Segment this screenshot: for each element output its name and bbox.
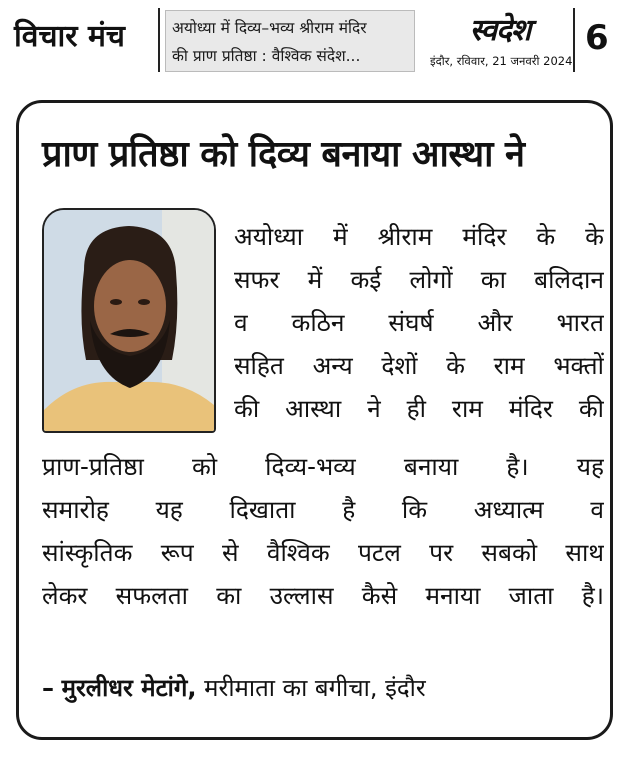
newspaper-logo: स्वदेश [469,13,531,48]
page-number: 6 [585,18,609,58]
header-divider [158,8,160,72]
page-header [0,0,627,80]
topic-line-2: की प्राण प्रतिष्ठा : वैश्विक संदेश... [172,47,361,65]
article-line: व कठिन संघर्ष और भारत [234,308,604,337]
article-line: लेकर सफलता का उल्लास कैसे मनाया जाता है। [42,581,604,610]
byline-dash: – [42,674,54,702]
article-line: सफर में कई लोगों का बलिदान [234,265,604,294]
author-photo [42,208,216,433]
topic-box [165,10,415,72]
author-name: मुरलीधर मेटांगे, [61,674,197,702]
section-title: विचार मंच [14,19,125,54]
article-line: अयोध्या में श्रीराम मंदिर के के [234,222,604,251]
article-line: प्राण-प्रतिष्ठा को दिव्य-भव्य बनाया है। यह [42,452,604,481]
edition-date: इंदौर, रविवार, 21 जनवरी 2024 [430,54,573,68]
article-line: समारोह यह दिखाता है कि अध्यात्म व [42,495,604,524]
article-headline: प्राण प्रतिष्ठा को दिव्य बनाया आस्था ने [42,134,525,175]
author-location: मरीमाता का बगीचा, इंदौर [204,674,426,702]
article-byline [42,671,602,704]
article-line: की आस्था ने ही राम मंदिर की [234,394,604,423]
masthead [430,6,573,76]
header-divider [573,8,575,72]
article-line: सहित अन्य देशों के राम भक्तों [234,351,604,380]
article-line: सांस्कृतिक रूप से वैश्विक पटल पर सबको साथ [42,538,604,567]
topic-line-1: अयोध्या में दिव्य–भव्य श्रीराम मंदिर [172,19,367,37]
